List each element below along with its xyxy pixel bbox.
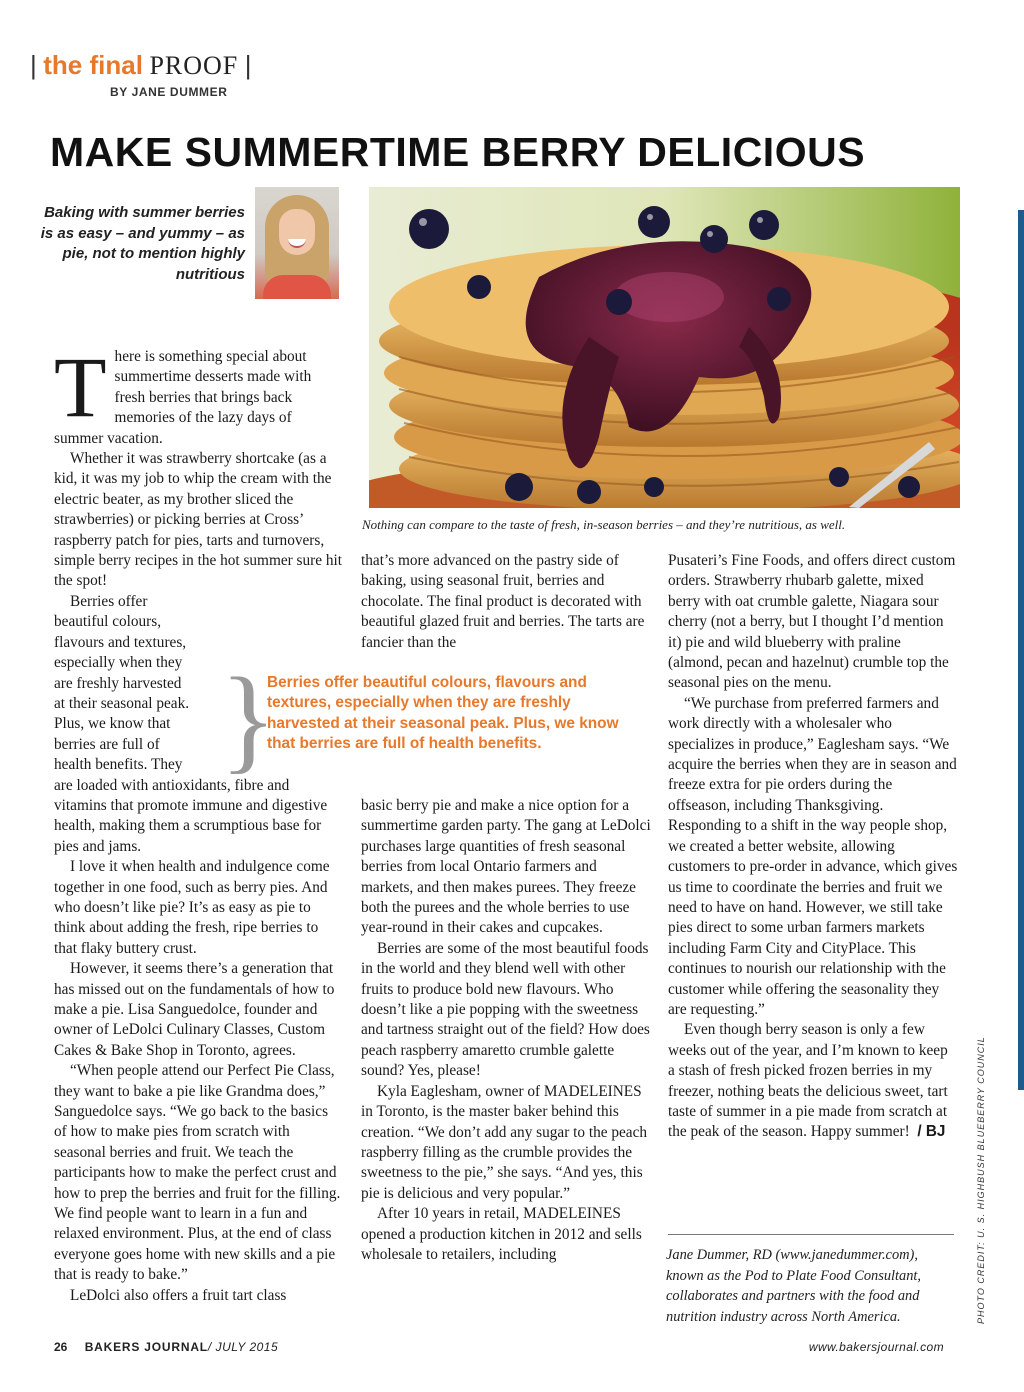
footer-folio [54, 1340, 278, 1354]
drop-cap: T [54, 339, 107, 435]
paragraph-text: Even though berry season is only a few weeks out of the year, and I’m known to keep a stash of fresh picked frozen berries in my freezer, nothing beats the delicious sweet, tart taste of summer in a pie made from scratch at the peak of the season. Happy summer! [668, 1021, 948, 1141]
magazine-name: BAKERS JOURNAL [84, 1340, 208, 1354]
paragraph: However, it seems there’s a generation that has missed out on the fundamentals of how to make a pie. Lisa Sanguedolce, founder and owner of LeDolci Culinary Classes, Custom Cakes & Bake Shop in Toronto, agrees. [54, 960, 335, 1059]
bio-divider [668, 1234, 954, 1235]
body-column-1 [54, 339, 344, 1306]
column-header [30, 50, 252, 81]
hero-photo-pancakes [369, 187, 960, 508]
website-link[interactable]: www.bakersjournal.com [808, 1340, 944, 1354]
paragraph: “We purchase from preferred farmers and work directly with a wholesaler who specializes in produce,” Eaglesham says. “We acquire the berries when they are in season and freeze extra for pie orders during the offseason, including Thanksgiving. Responding to a shift in the way people shop, we created a better website, allowing customers to pre-order in advance, which gives us time to coordinate the berries and fruit we need to have on hand. However, we still take pies direct to some urban farmers markets including Farm City and CityPlace. This continues to nourish our relationship with the customer while offering the seasonality they are requesting.” [668, 694, 958, 1018]
signature-mark: / BJ [917, 1123, 946, 1141]
dek: Baking with summer berries is as easy – and yummy – as pie, not to mention highly nutritious [40, 204, 245, 283]
paragraph [668, 1020, 958, 1142]
pull-quote: Berries offer beautiful colours, flavours and textures, especially when they are freshly harvested at their seasonal peak. Plus, we know that berries are full of health benefits. [267, 674, 619, 753]
byline: BY JANE DUMMER [110, 85, 228, 99]
paragraph: Kyla Eaglesham, owner of MADELEINES in Toronto, is the master baker behind this creation. “We don’t add any sugar to the peach raspberry filling as the crumble provides the sweetness to the pie,” she says. “And yes, this pie is delicious and very popular.” [361, 1082, 648, 1202]
issue-date: / JULY 2015 [207, 1340, 279, 1354]
paragraph: here is something special about summertime desserts made with fresh berries that brings back memories of the lazy days of summer vacation. [54, 348, 312, 447]
author-bio: Jane Dummer, RD (www.janedummer.com), known as the Pod to Plate Food Consultant, collaborates and partners with the food and nutrition industry across North America. [666, 1247, 922, 1325]
paragraph: that’s more advanced on the pastry side of baking, using seasonal fruit, berries and chocolate. The final product is decorated with beautiful glazed fruit and berries. The tarts are fancier than the [361, 552, 645, 651]
author-photo [255, 187, 339, 299]
paragraph: Whether it was strawberry shortcake (as a kid, it was my job to whip the cream with the electric beater, as my brother sliced the strawberries) or picking berries at Cross’ raspberry patch for pies, tarts and turnovers, simple berry recipes in the hot summer sure hit the spot! [54, 450, 343, 590]
headline: MAKE SUMMERTIME BERRY DELICIOUS [50, 129, 866, 175]
body-column-2 [361, 796, 651, 1265]
header-bar-left: | [30, 50, 37, 80]
section-name-proof: PROOF [149, 51, 239, 80]
paragraph: Pusateri’s Fine Foods, and offers direct custom orders. Strawberry rhubarb galette, mixed berry with oat crumble galette, Niagara sour cherry (not a berry, but I thought I’d mention it) pie and wild blueberry with praline (almond, pecan and hazelnut) crumble top the seasonal pies on the menu. [668, 552, 956, 692]
paragraph: I love it when health and indulgence come together in one food, such as berry pies. And who doesn’t like pie? It’s as easy as pie to think about adding the fresh, ripe berries to that flaky buttery crust. [54, 858, 330, 957]
photo-credit: PHOTO CREDIT: U. S. HIGHBUSH BLUEBERRY COUNCIL [976, 1036, 986, 1324]
paragraph: Berries offer beautiful colours, flavours and textures, especially when they are freshly harvested at their seasonal peak. Plus, we know that berries are full of health benefits. They are loaded with antioxidants, fibre and vitamins that promote immune and digestive health, making them a scrumptious base for pies and jams. [54, 592, 328, 855]
body-column-2-top [361, 551, 651, 653]
paragraph: After 10 years in retail, MADELEINES opened a production kitchen in 2012 and sells wholesale to retailers, including [361, 1205, 642, 1263]
photo-caption: Nothing can compare to the taste of fresh, in-season berries – and they’re nutritious, as well. [362, 517, 846, 532]
body-column-3 [668, 551, 958, 1143]
page-edge-bar [1018, 210, 1024, 1090]
pull-quote-brace: } [220, 653, 277, 784]
page-number: 26 [54, 1340, 68, 1354]
section-name-final: the final [43, 50, 143, 80]
paragraph: Berries are some of the most beautiful foods in the world and they blend well with other fruits to produce bold new flavours. Who doesn’t like a pie popping with the sweetness and tartness straight out of the field? How does peach raspberry amaretto crumble galette sound? Yes, please! [361, 939, 650, 1080]
paragraph: LeDolci also offers a fruit tart class [70, 1286, 287, 1304]
paragraph: basic berry pie and make a nice option for a summertime garden party. The gang at LeDolci purchases large quantities of fresh seasonal berries from local Ontario farmers and markets, and then makes purees. They freeze both the purees and the whole berries to use year-round in their cakes and cupcakes. [361, 797, 651, 937]
paragraph: “When people attend our Perfect Pie Class, they want to bake a pie like Grandma does,” Sanguedolce says. “We go back to the basics of how to make pies from scratch with seasonal berries and fruit. We teach the participants how to make the perfect crust and how to prep the berries and fruit for the filling. We find people want to learn in a fun and relaxed environment. Plus, at the end of class everyone goes home with new skills and a pie that is ready to bake.” [54, 1062, 341, 1284]
header-bar-right: | [244, 50, 252, 80]
